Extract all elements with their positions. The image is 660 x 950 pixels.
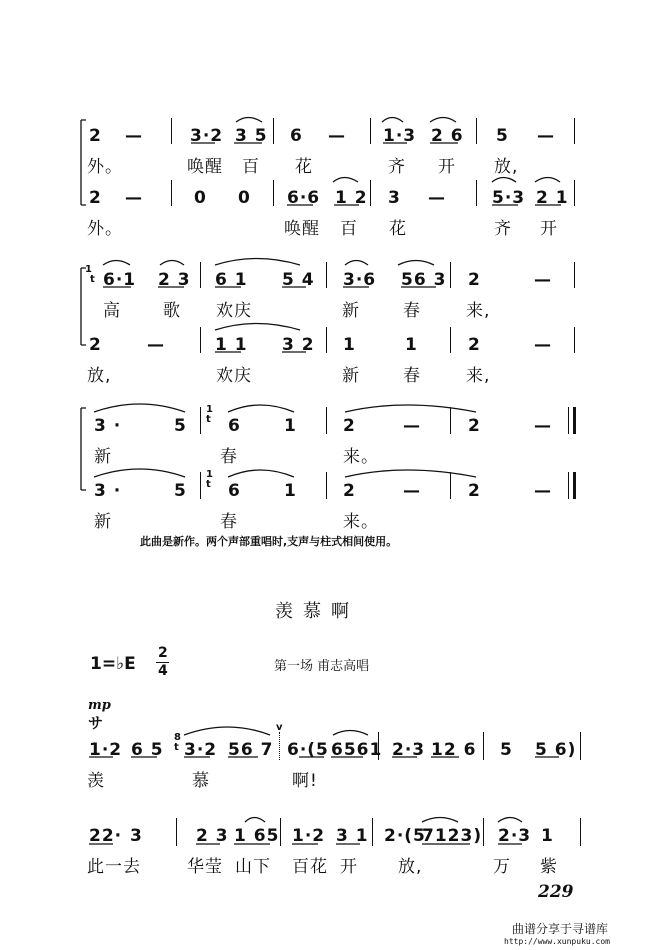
dynamic-marking: mp bbox=[88, 698, 111, 713]
barline bbox=[483, 818, 484, 846]
note: 56 3 bbox=[401, 270, 447, 290]
note: 6 bbox=[228, 481, 241, 501]
lyric: 羡 bbox=[87, 771, 105, 791]
barline bbox=[171, 180, 172, 206]
note: 2·3 bbox=[498, 826, 532, 846]
key-signature: 1=♭E bbox=[90, 654, 136, 674]
barline bbox=[370, 180, 371, 206]
note: 2 bbox=[468, 335, 481, 355]
note: — bbox=[403, 416, 421, 436]
lyric: 春 bbox=[403, 301, 421, 321]
lyric: 万 bbox=[493, 857, 511, 877]
note: 3 bbox=[388, 188, 401, 208]
barline bbox=[273, 118, 274, 144]
lyric: 此一去 bbox=[87, 857, 141, 877]
barline bbox=[176, 818, 177, 846]
barline bbox=[476, 118, 477, 144]
note: 3 · bbox=[94, 416, 122, 436]
lyric: 齐 bbox=[494, 219, 512, 239]
lyric: 新 bbox=[94, 447, 112, 467]
note: — bbox=[328, 126, 346, 146]
watermark-text: 曲谱分享于寻谱库 bbox=[512, 922, 609, 936]
barline bbox=[200, 472, 201, 499]
barline bbox=[450, 262, 451, 288]
note: 1·3 bbox=[383, 126, 417, 146]
note: 1 bbox=[541, 826, 554, 846]
note: — bbox=[534, 416, 552, 436]
note: — bbox=[534, 335, 552, 355]
note: 3·6 bbox=[343, 270, 377, 290]
svg-text:t: t bbox=[206, 414, 211, 425]
note: — bbox=[147, 335, 165, 355]
note: — bbox=[428, 188, 446, 208]
note: — bbox=[125, 188, 143, 208]
note: 3 2 bbox=[282, 335, 315, 355]
note: 6561 bbox=[331, 740, 383, 760]
note: 22· bbox=[89, 826, 123, 846]
lyric: 欢庆 bbox=[216, 366, 252, 386]
note: 2 bbox=[89, 188, 102, 208]
note: 6 bbox=[228, 416, 241, 436]
note: 3 5 bbox=[235, 126, 268, 146]
lyric: 紫 bbox=[540, 857, 558, 877]
note: 3 · bbox=[94, 481, 122, 501]
note: 6 1 bbox=[215, 270, 248, 290]
svg-text:1: 1 bbox=[206, 404, 213, 415]
meter-bottom: 4 bbox=[158, 663, 168, 679]
note: 1 bbox=[405, 335, 418, 355]
note: 7123) bbox=[422, 826, 483, 846]
note: — bbox=[534, 481, 552, 501]
note: 1 1 bbox=[215, 335, 248, 355]
lyric: 开 bbox=[540, 219, 558, 239]
note: — bbox=[403, 481, 421, 501]
svg-text:1: 1 bbox=[206, 469, 213, 480]
lyric: 来。 bbox=[343, 512, 379, 532]
note: 5·3 bbox=[492, 188, 526, 208]
final-barline bbox=[573, 472, 576, 499]
note: 6·6 bbox=[287, 188, 321, 208]
note: 6 bbox=[290, 126, 303, 146]
note: 2 bbox=[468, 270, 481, 290]
final-barline bbox=[573, 407, 576, 434]
note: 6 5 bbox=[131, 740, 164, 760]
note: 3·2 bbox=[184, 740, 218, 760]
meter-top: 2 bbox=[158, 645, 168, 661]
note: 1 bbox=[284, 416, 297, 436]
song-title: 羡慕啊 bbox=[275, 601, 359, 622]
lyric: 唤醒 bbox=[284, 219, 320, 239]
lyric: 春 bbox=[220, 447, 238, 467]
barline bbox=[171, 118, 172, 144]
note: 1 2 bbox=[335, 188, 368, 208]
lyric: 百花 bbox=[292, 857, 328, 877]
lyric: 春 bbox=[403, 366, 421, 386]
barline bbox=[326, 262, 327, 288]
note: 2 6 bbox=[431, 126, 464, 146]
note: — bbox=[534, 270, 552, 290]
note: 2 1 bbox=[536, 188, 569, 208]
barline bbox=[370, 118, 371, 144]
note: 2 3 bbox=[158, 270, 191, 290]
lyric: 来, bbox=[466, 366, 491, 386]
barline bbox=[568, 472, 569, 499]
note: 1·2 bbox=[292, 826, 326, 846]
barline bbox=[326, 327, 327, 353]
svg-text:t: t bbox=[174, 742, 179, 753]
lyric: 来, bbox=[466, 301, 491, 321]
note: 1 65 bbox=[234, 826, 280, 846]
lyric: 花 bbox=[295, 157, 313, 177]
note: 6·1 bbox=[103, 270, 137, 290]
note: 5 bbox=[496, 126, 509, 146]
lyric: 歌 bbox=[163, 301, 181, 321]
barline bbox=[574, 262, 575, 288]
barline bbox=[200, 327, 201, 353]
svg-text:t: t bbox=[90, 274, 95, 285]
note: 3 1 bbox=[336, 826, 369, 846]
note: 2 bbox=[343, 416, 356, 436]
lyric: 新 bbox=[342, 366, 360, 386]
barline bbox=[378, 732, 379, 760]
note: 2 bbox=[468, 481, 481, 501]
note: 5 bbox=[500, 740, 513, 760]
lyric: 山下 bbox=[235, 857, 271, 877]
note: 3 bbox=[130, 826, 143, 846]
page-number: 229 bbox=[538, 882, 574, 902]
barline bbox=[450, 472, 451, 499]
note: 2 bbox=[468, 416, 481, 436]
lyric: 啊! bbox=[292, 771, 318, 791]
lyric: 新 bbox=[94, 512, 112, 532]
lyric: 开 bbox=[340, 857, 358, 877]
lyric: 来。 bbox=[343, 447, 379, 467]
barline bbox=[326, 407, 327, 434]
note: 2 bbox=[89, 126, 102, 146]
svg-text:1: 1 bbox=[85, 264, 92, 275]
note: 3·2 bbox=[190, 126, 224, 146]
note: — bbox=[537, 126, 555, 146]
note: 5 6) bbox=[535, 740, 577, 760]
barline bbox=[200, 262, 201, 288]
dotted-barline bbox=[279, 732, 280, 760]
lyric: 百 bbox=[242, 157, 260, 177]
barline bbox=[280, 818, 281, 846]
note: 5 bbox=[174, 481, 187, 501]
note: 1·2 bbox=[89, 740, 123, 760]
lyric: 慕 bbox=[192, 771, 210, 791]
lyric: 放, bbox=[494, 157, 519, 177]
barline bbox=[273, 180, 274, 206]
note: 1 bbox=[284, 481, 297, 501]
svg-text:t: t bbox=[206, 479, 211, 490]
scene-label: 第一场 甫志高唱 bbox=[274, 659, 370, 674]
barline bbox=[574, 180, 575, 206]
note: 2·3 bbox=[392, 740, 426, 760]
note: 0 bbox=[238, 188, 251, 208]
barline bbox=[574, 118, 575, 144]
svg-text:8: 8 bbox=[174, 732, 181, 743]
lyric: 新 bbox=[342, 301, 360, 321]
note: 6·(5 bbox=[287, 740, 329, 760]
note: 1 bbox=[343, 335, 356, 355]
barline bbox=[580, 732, 581, 760]
lyric: 高 bbox=[103, 301, 121, 321]
lyric: 开 bbox=[438, 157, 456, 177]
barline bbox=[450, 407, 451, 434]
note: — bbox=[125, 126, 143, 146]
note: 5 4 bbox=[282, 270, 315, 290]
footnote: 此曲是新作。两个声部重唱时,支声与柱式相间使用。 bbox=[140, 535, 398, 548]
barline bbox=[568, 407, 569, 434]
lyric: 春 bbox=[220, 512, 238, 532]
note: 12 6 bbox=[431, 740, 477, 760]
note: 56 7 bbox=[228, 740, 274, 760]
lyric: 外。 bbox=[87, 219, 123, 239]
lyric: 欢庆 bbox=[216, 301, 252, 321]
barline bbox=[476, 180, 477, 206]
lyric: 唤醒 bbox=[187, 157, 223, 177]
barline bbox=[326, 472, 327, 499]
lyric: 放, bbox=[398, 857, 423, 877]
free-tempo-mark: サ bbox=[88, 714, 104, 732]
note: 2 3 bbox=[196, 826, 229, 846]
lyric: 放, bbox=[87, 366, 112, 386]
note: 0 bbox=[194, 188, 207, 208]
watermark-url[interactable]: http://www.xunpuku.com bbox=[504, 937, 610, 946]
barline bbox=[483, 732, 484, 760]
lyric: 百 bbox=[340, 219, 358, 239]
note: 5 bbox=[174, 416, 187, 436]
barline bbox=[372, 818, 373, 846]
barline bbox=[450, 327, 451, 353]
lyric: 花 bbox=[389, 219, 407, 239]
note: 2 bbox=[89, 335, 102, 355]
barline bbox=[574, 327, 575, 353]
lyric: 外。 bbox=[87, 157, 123, 177]
note: 2 bbox=[343, 481, 356, 501]
svg-text:v: v bbox=[276, 722, 283, 733]
lyric: 华莹 bbox=[187, 857, 223, 877]
lyric: 齐 bbox=[388, 157, 406, 177]
barline bbox=[200, 407, 201, 434]
barline bbox=[580, 818, 581, 846]
note: 2·(5 bbox=[384, 826, 426, 846]
